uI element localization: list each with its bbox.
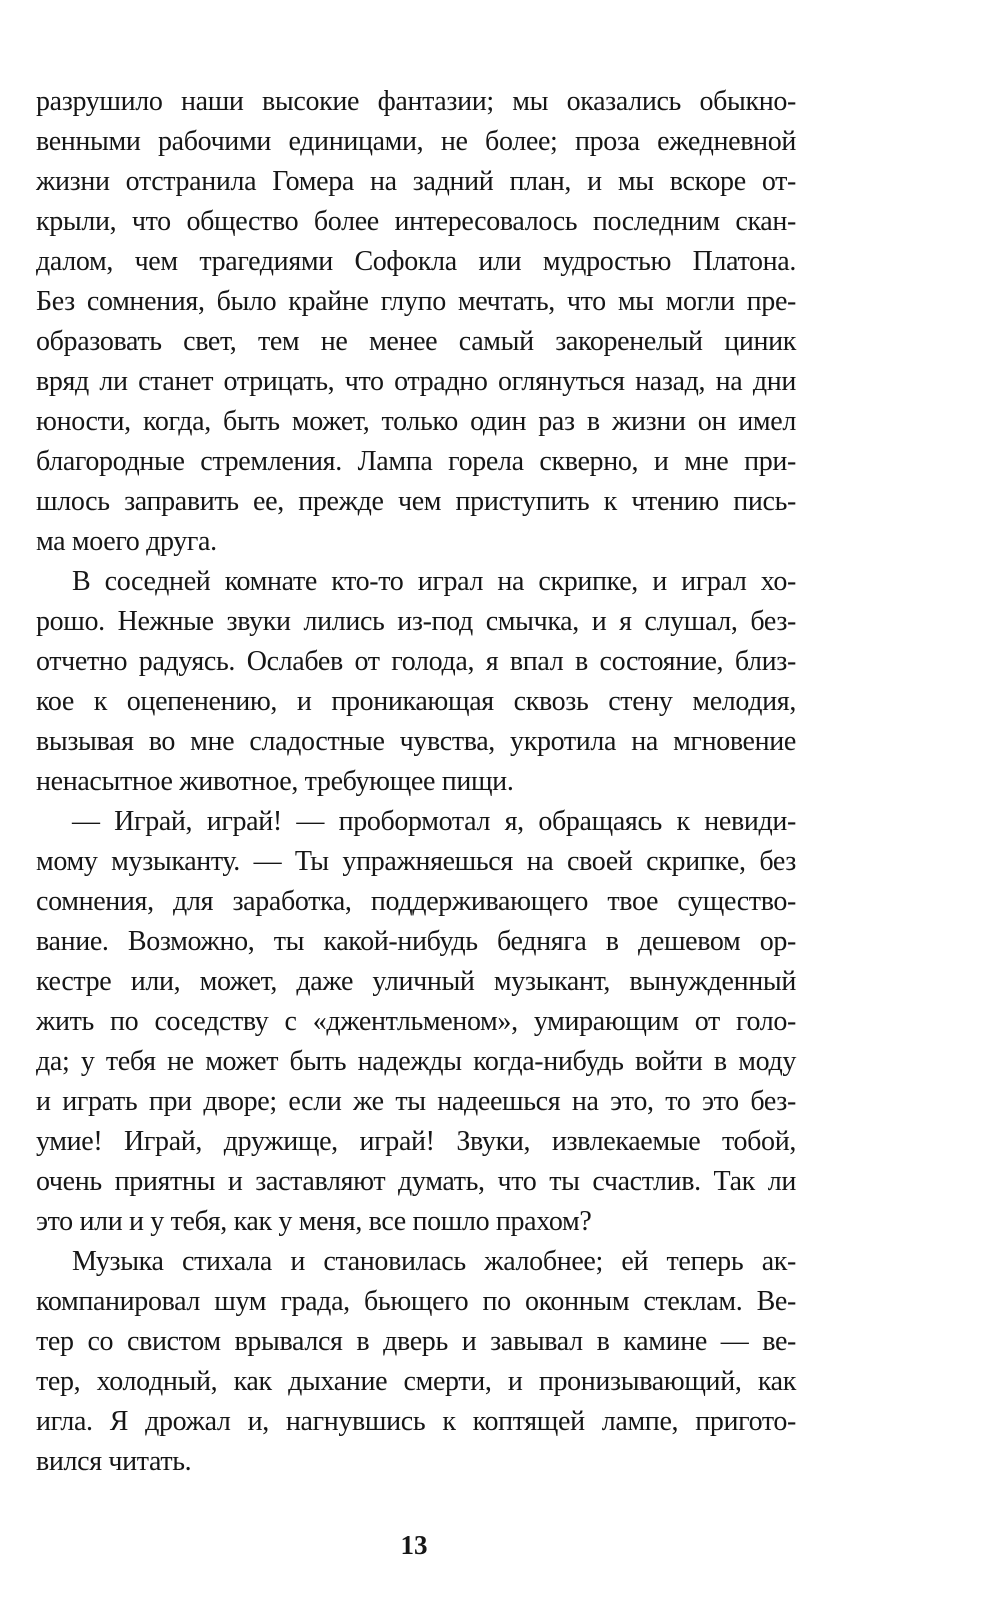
- text-line: благородные стремления. Лампа горела скверно, и мне при-: [36, 446, 796, 477]
- text-line: разрушило наши высокие фантазии; мы оказались обыкно-: [36, 86, 796, 117]
- paragraph-3: [36, 802, 796, 1242]
- text-line: жить по соседству с «джентльменом», умирающим от голо-: [36, 1006, 796, 1037]
- text-line: далом, чем трагедиями Софокла или мудростью Платона.: [36, 246, 796, 277]
- text-line: Без сомнения, было крайне глупо мечтать, что мы могли пре-: [36, 286, 796, 317]
- body-text: [36, 82, 796, 1482]
- text-line: рошо. Нежные звуки лились из-под смычка, и я слушал, без-: [36, 606, 796, 637]
- paragraph-4: [36, 1242, 796, 1482]
- text-line: тер со свистом врывался в дверь и завывал в камине — ве-: [36, 1326, 796, 1357]
- text-line: кое к оцепенению, и проникающая сквозь стену мелодия,: [36, 686, 796, 717]
- text-line: шлось заправить ее, прежде чем приступить к чтению пись-: [36, 486, 796, 517]
- text-line: — Играй, играй! — пробормотал я, обращаясь к невиди-: [72, 806, 796, 837]
- text-line: В соседней комнате кто-то играл на скрипке, и играл хо-: [72, 566, 796, 597]
- text-line: вызывая во мне сладостные чувства, укротила на мгновение: [36, 726, 796, 757]
- text-line: ненасытное животное, требующее пищи.: [36, 766, 514, 797]
- text-line: умие! Играй, дружище, играй! Звуки, извлекаемые тобой,: [36, 1126, 796, 1157]
- text-line: компанировал шум града, бьющего по оконным стеклам. Ве-: [36, 1286, 796, 1317]
- text-line: очень приятны и заставляют думать, что ты счастлив. Так ли: [36, 1166, 796, 1197]
- text-line: кестре или, может, даже уличный музыкант, вынужденный: [36, 966, 796, 997]
- page-number: 13: [400, 1530, 428, 1560]
- text-line: вание. Возможно, ты какой-нибудь бедняга в дешевом ор-: [36, 926, 796, 957]
- text-line: крыли, что общество более интересовалось последним скан-: [36, 206, 796, 237]
- text-line: вился читать.: [36, 1446, 192, 1477]
- text-line: сомнения, для заработка, поддерживающего твое существо-: [36, 886, 796, 917]
- text-line: венными рабочими единицами, не более; проза ежедневной: [36, 126, 796, 157]
- text-line: Музыка стихала и становилась жалобнее; ей теперь ак-: [72, 1246, 796, 1277]
- text-line: тер, холодный, как дыхание смерти, и пронизывающий, как: [36, 1366, 796, 1397]
- text-line: да; у тебя не может быть надежды когда-нибудь войти в моду: [36, 1046, 796, 1077]
- text-line: образовать свет, тем не менее самый закоренелый циник: [36, 326, 796, 357]
- text-line: и играть при дворе; если же ты надеешься на это, то это без-: [36, 1086, 796, 1117]
- paragraph-1: [36, 82, 796, 562]
- paragraph-2: [36, 562, 796, 802]
- text-line: жизни отстранила Гомера на задний план, и мы вскоре от-: [36, 166, 796, 197]
- text-line: это или и у тебя, как у меня, все пошло прахом?: [36, 1206, 592, 1237]
- text-line: мому музыканту. — Ты упражняешься на своей скрипке, без: [36, 846, 796, 877]
- text-line: игла. Я дрожал и, нагнувшись к коптящей лампе, пригото-: [36, 1406, 796, 1437]
- text-line: юности, когда, быть может, только один раз в жизни он имел: [36, 406, 796, 437]
- text-line: ма моего друга.: [36, 526, 217, 557]
- text-line: отчетно радуясь. Ослабев от голода, я впал в состояние, близ-: [36, 646, 796, 677]
- text-line: вряд ли станет отрицать, что отрадно оглянуться назад, на дни: [36, 366, 796, 397]
